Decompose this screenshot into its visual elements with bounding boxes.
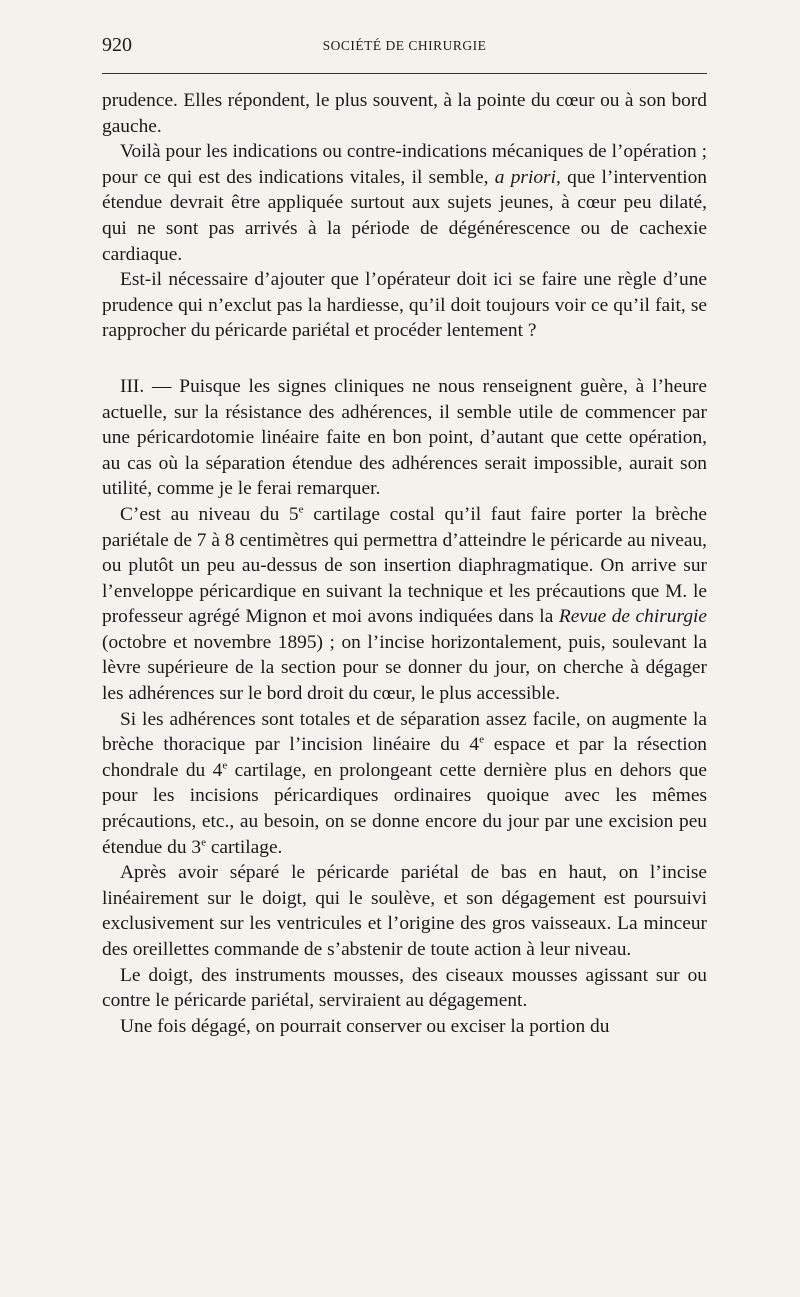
paragraph [102,860,707,962]
text-run: cartilage. [205,836,283,858]
page-number: 920 [102,34,132,56]
text-run: C’est au niveau du 5 [120,503,299,525]
text-run: Une fois dégagé, on pourrait conserver ou exciser la portion du [120,1015,610,1037]
text-run: espace et par la résection chondrale du 4 [102,734,707,781]
paragraph [102,502,707,707]
text-run: Si les adhérences sont totales et de séparation assez facile, on augmente la brèche thoracique par l’incision linéaire du 4 [102,708,707,756]
ordinal-superscript: e [201,836,206,849]
italic-run: a priori [494,166,556,188]
ordinal-superscript: e [479,733,484,746]
body-text [102,88,707,1039]
text-run: Voilà pour les indications ou contre-indications mécaniques de l’opération ; pour ce qui est des indications vitales, il semble, [102,141,707,188]
text-run: III. — Puisque les signes cliniques ne nous renseignent guère, à l’heure actuelle, sur la résistance des adhérences, il semble utile de commencer par une péricardotomie linéaire faite en bon point, d’autant que cette opération, au cas où la séparation étendue des adhérences serait impossible, aurait son utilité, comme je le ferai remarquer. [102,375,707,500]
section-gap [102,344,707,374]
text-run: Après avoir séparé le péricarde pariétal de bas en haut, on l’incise linéairement sur le doigt, qui le soulève, et son dégagement est poursuivi exclusivement sur les ventricules et l’origine des gros vaisseaux. La minceur des oreillettes commande de s’abstenir de toute action à leur niveau. [102,862,707,960]
paragraph [102,139,707,267]
text-run: cartilage, en prolongeant cette dernière plus en dehors que pour les incisions péricardiques ordinaires quoique avec les mêmes précautions, etc., au besoin, on se donne encore du jour par une excision peu étendue du 3 [102,759,707,858]
text-run: , que l’intervention étendue devrait être appliquée surtout aux sujets jeunes, à cœur peu dilaté, qui ne sont pas arrivés à la période de dégénérescence ou de cachexie cardiaque. [102,166,707,265]
paragraph [102,707,707,861]
running-title: SOCIÉTÉ DE CHIRURGIE [322,38,487,53]
text-run: (octobre et novembre 1895) ; on l’incise horizontalement, puis, soulevant la lèvre supérieure de la section pour se donner du jour, on cherche à dégager les adhérences sur le bord droit du cœur, le plus accessible. [102,631,707,705]
text-run: prudence. Elles répondent, le plus souvent, à la pointe du cœur ou à son bord gauche. [102,90,707,137]
paragraph [102,1014,707,1040]
paragraph [102,374,707,502]
italic-run: Revue de chirurgie [558,606,708,628]
text-run: Le doigt, des instruments mousses, des ciseaux mousses agissant sur ou contre le péricarde pariétal, serviraient au dégagement. [102,964,707,1012]
text-run: Est-il nécessaire d’ajouter que l’opérateur doit ici se faire une règle d’une prudence qui n’exclut pas la hardiesse, qu’il doit toujours voir ce qu’il fait, se rapprocher du péricarde pariétal et procéder lentement ? [102,269,707,342]
text-run: cartilage costal qu’il faut faire porter la brèche pariétale de 7 à 8 centimètres qui permettra d’atteindre le péricarde au niveau, ou plutôt un peu au-dessus de son insertion diaphragmatique. On arrive sur l’enveloppe péricardique en suivant la technique et les précautions que M. le professeur agrégé Mignon et moi avons indiquées dans la [102,503,707,628]
ordinal-superscript: e [222,759,228,772]
paragraph [102,963,707,1014]
header-rule [102,73,707,74]
ordinal-superscript: e [298,503,304,516]
page-header [102,34,707,58]
paragraph [102,88,707,139]
paragraph [102,267,707,344]
